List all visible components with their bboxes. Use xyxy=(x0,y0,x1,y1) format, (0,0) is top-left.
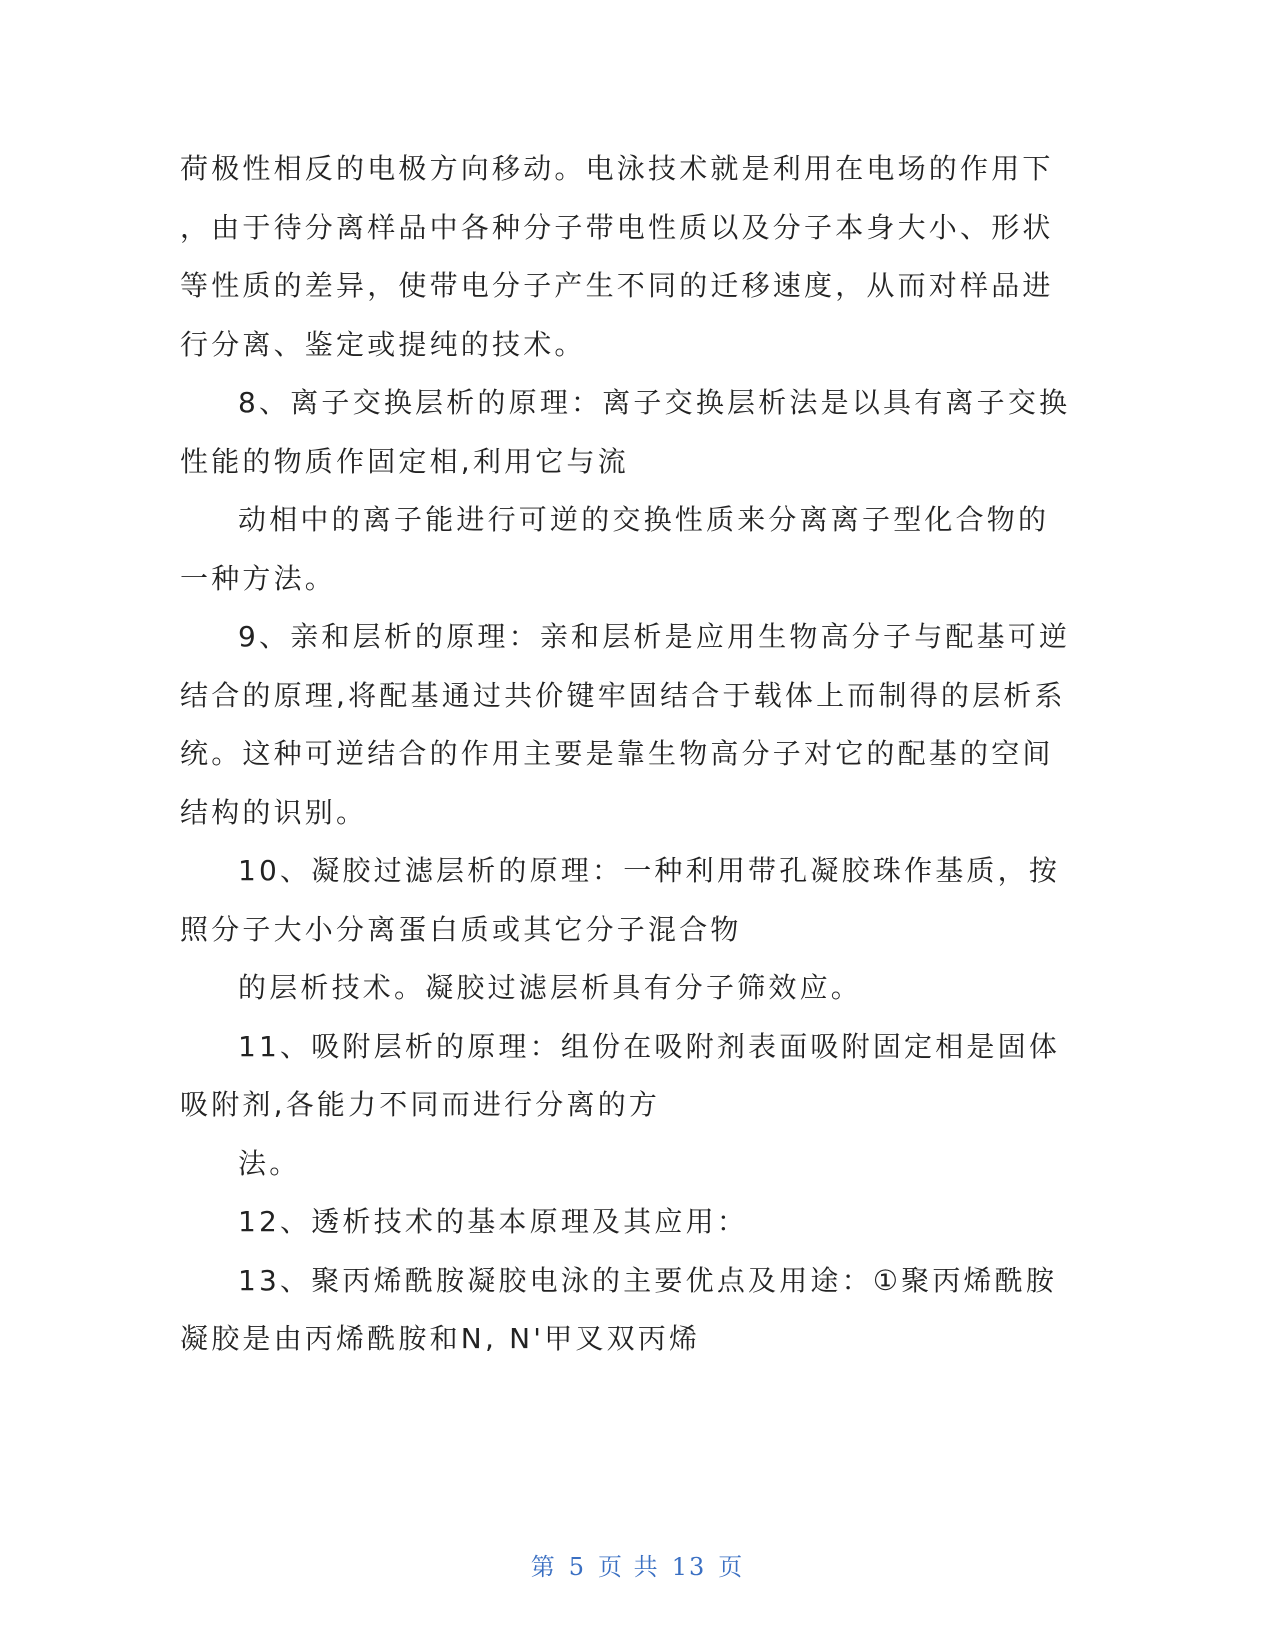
text-line: ，由于待分离样品中各种分子带电性质以及分子本身大小、形状 xyxy=(180,210,1054,244)
paragraph-12-start: 12、透析技术的基本原理及其应用： xyxy=(238,1205,749,1238)
text-line: 吸附剂,各能力不同而进行分离的方 xyxy=(180,1088,661,1121)
total-page-count: 13 xyxy=(671,1553,707,1581)
text-line: 结构的识别。 xyxy=(180,795,368,829)
paragraph-11-start: 11、吸附层析的原理：组份在吸附剂表面吸附固定相是固体 xyxy=(238,1029,1061,1063)
footer-mid: 页 共 xyxy=(598,1553,660,1581)
text-line: 法。 xyxy=(238,1146,301,1180)
text-line: 统。这种可逆结合的作用主要是靠生物高分子对它的配基的空间 xyxy=(180,737,1054,770)
text-line: 一种方法。 xyxy=(180,561,337,595)
footer-suffix: 页 xyxy=(718,1553,745,1581)
paragraph-8-start: 8、离子交换层析的原理：离子交换层析法是以具有离子交换 xyxy=(238,386,1071,419)
paragraph-10-start: 10、凝胶过滤层析的原理：一种利用带孔凝胶珠作基质，按 xyxy=(238,854,1061,887)
paragraph-13-start: 13、聚丙烯酰胺凝胶电泳的主要优点及用途：①聚丙烯酰胺 xyxy=(238,1263,1058,1297)
text-line: 结合的原理,将配基通过共价键牢固结合于载体上而制得的层析系 xyxy=(180,678,1066,712)
document-body xyxy=(180,140,1071,1369)
text-line: 等性质的差异，使带电分子产生不同的迁移速度，从而对样品进 xyxy=(180,269,1054,302)
current-page-number: 5 xyxy=(568,1553,587,1581)
footer-prefix: 第 xyxy=(530,1553,557,1581)
text-line: 动相中的离子能进行可逆的交换性质来分离离子型化合物的 xyxy=(238,503,1050,536)
paragraph-9-start: 9、亲和层析的原理：亲和层析是应用生物高分子与配基可逆 xyxy=(238,620,1071,653)
text-line: 行分离、鉴定或提纯的技术。 xyxy=(180,327,586,361)
text-line: 性能的物质作固定相,利用它与流 xyxy=(180,444,629,478)
text-line: 的层析技术。凝胶过滤层析具有分子筛效应。 xyxy=(238,971,863,1004)
text-line: 荷极性相反的电极方向移动。电泳技术就是利用在电场的作用下 xyxy=(180,152,1054,185)
page-footer xyxy=(0,1547,1275,1582)
text-line: 照分子大小分离蛋白质或其它分子混合物 xyxy=(180,912,742,946)
text-line: 凝胶是由丙烯酰胺和N, N'甲叉双丙烯 xyxy=(180,1322,701,1355)
